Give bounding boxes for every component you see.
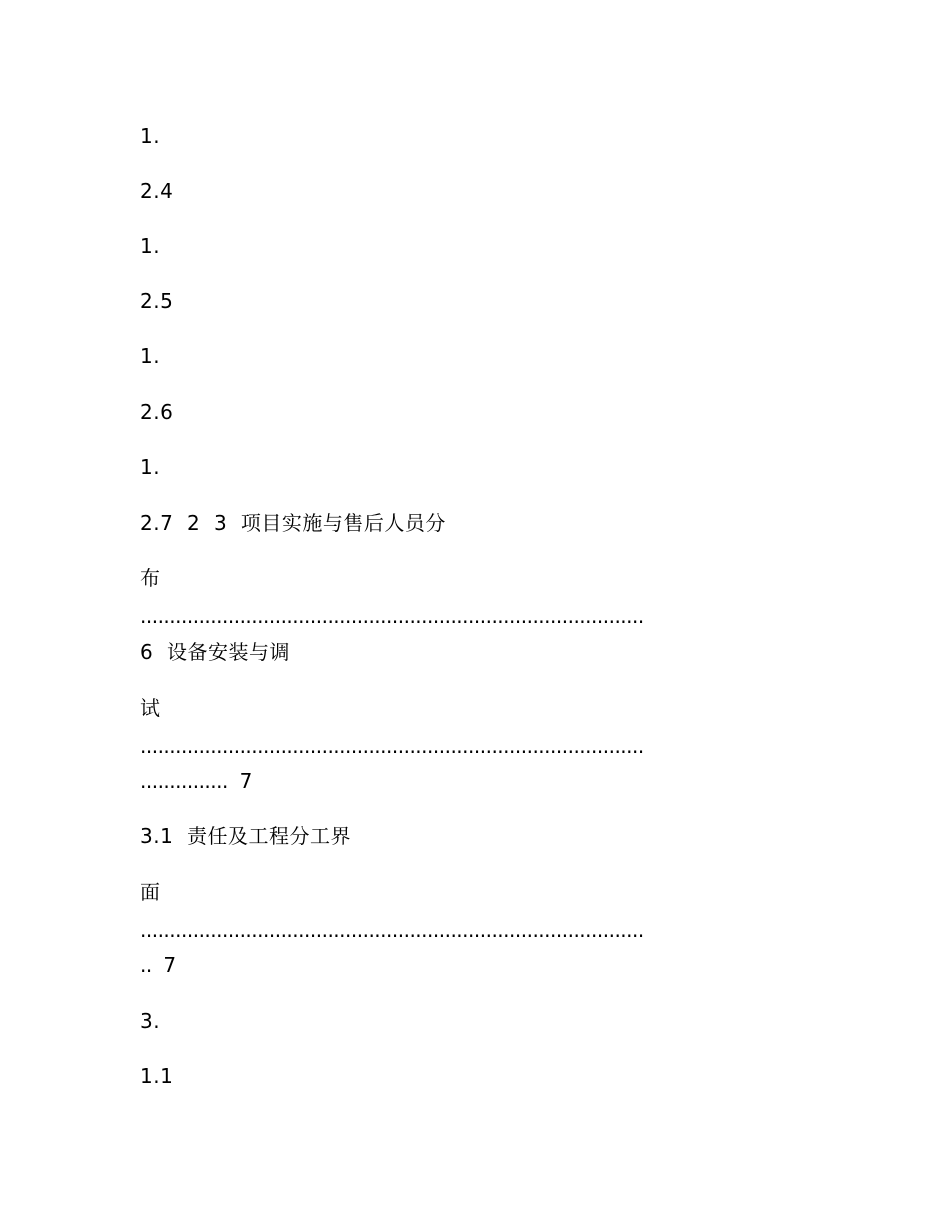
toc-line: 2.6 [140, 400, 174, 424]
toc-leader-dots: ...................................................................................... [140, 604, 644, 628]
toc-leader-dots: ...................................................................................... [140, 734, 644, 758]
toc-entry-heading-wrap: 布 [140, 566, 161, 590]
toc-leader-dots: ...................................................................................... [140, 918, 644, 942]
toc-line: 3. [140, 1009, 161, 1033]
toc-line: 1. [140, 455, 161, 479]
toc-entry-heading: 6 设备安装与调 [140, 640, 290, 664]
toc-line: 2.4 [140, 179, 174, 203]
toc-entry-heading-wrap: 试 [140, 696, 161, 720]
toc-line: 1. [140, 344, 161, 368]
toc-line: 2.5 [140, 289, 174, 313]
toc-entry-heading: 3.1 责任及工程分工界 [140, 824, 352, 848]
toc-page-number-line: .. 7 [140, 953, 176, 977]
toc-line: 1. [140, 234, 161, 258]
toc-page-number-line: ............... 7 [140, 769, 252, 793]
toc-entry-heading: 2.7 2 3 项目实施与售后人员分 [140, 511, 446, 535]
toc-line: 1. [140, 124, 161, 148]
toc-entry-heading-wrap: 面 [140, 880, 161, 904]
toc-line: 1.1 [140, 1064, 174, 1088]
